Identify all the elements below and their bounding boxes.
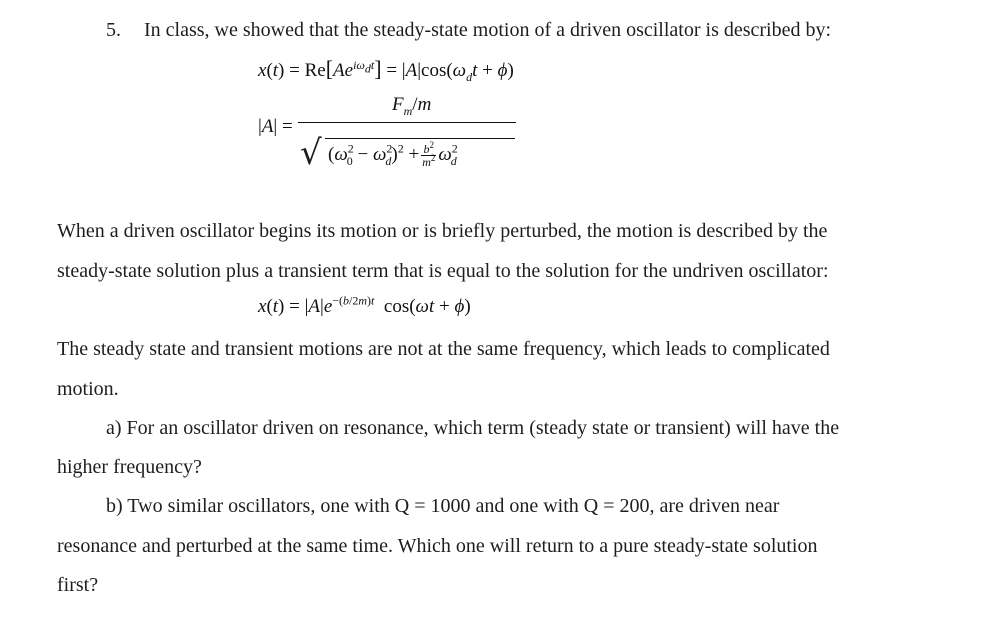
equation-transient: $x(t) = |A|e^{-(b/2m)t}$ cos(ωt + ϕ) [258, 293, 471, 317]
question-a-line-1: a) For an oscillator driven on resonance, which term (steady state or transient) will have the [106, 417, 840, 439]
equation-amplitude-fraction-bar [298, 122, 516, 123]
sqrt-overline [325, 138, 515, 139]
paragraph-2-line-2: motion. [57, 378, 119, 400]
equation-amplitude-numerator: $F_m/m$ [392, 94, 432, 118]
equation-amplitude-denominator: $(\omega^2_0 - \omega^2_d)^2$ + $\frac{b^2}{m^2}$ $\omega^2_d$ [328, 140, 458, 169]
paragraph-1-line-1: When a driven oscillator begins its motion or is briefly perturbed, the motion is described by the [57, 220, 828, 242]
question-b-line-1: b) Two similar oscillators, one with Q = 1000 and one with Q = 200, are driven near [106, 495, 780, 517]
problem-number: 5. [106, 19, 121, 41]
sqrt-symbol: √ [300, 133, 322, 173]
equation-amplitude-lhs: |A| = [258, 116, 293, 137]
equation-steady-state: $x(t) = Re[Ae^{i\omega_dt}] = |A|\cos(\omega_dt + \phi)$ [258, 56, 514, 84]
paragraph-2-line-1: The steady state and transient motions are not at the same frequency, which leads to complicated [57, 338, 830, 360]
question-a-line-2: higher frequency? [57, 456, 202, 478]
problem-intro: In class, we showed that the steady-state motion of a driven oscillator is described by: [144, 19, 832, 41]
question-b-line-3: first? [57, 574, 99, 596]
paragraph-1-line-2: steady-state solution plus a transient term that is equal to the solution for the undriven oscillator: [57, 260, 829, 282]
question-b-line-2: resonance and perturbed at the same time. Which one will return to a pure steady-state solution [57, 535, 818, 557]
